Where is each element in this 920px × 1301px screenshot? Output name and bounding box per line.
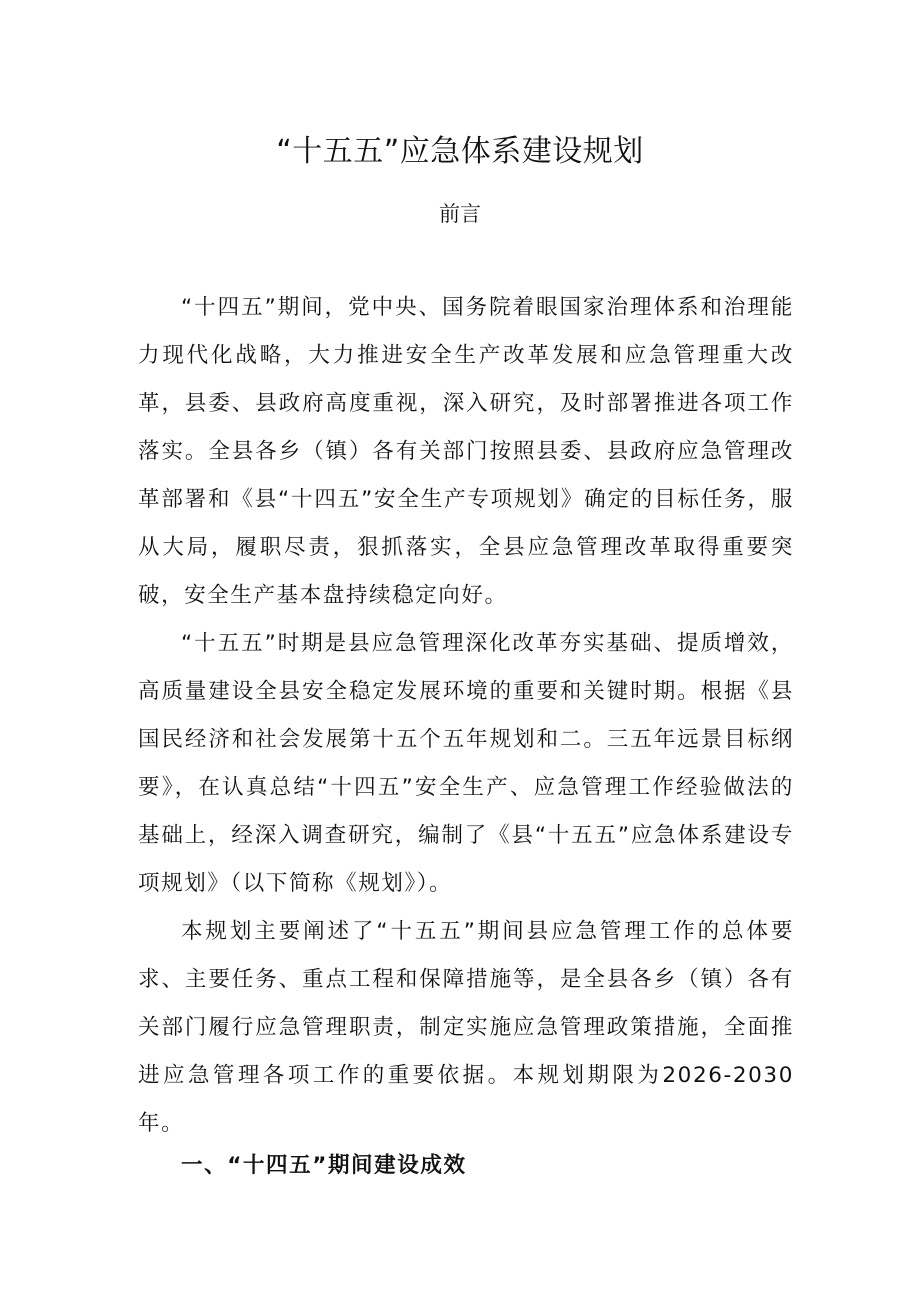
paragraph-3: 本规划主要阐述了“十五五”期间县应急管理工作的总体要求、主要任务、重点工程和保障措施等，是全县各乡（镇）各有关部门履行应急管理职责，制定实施应急管理政策措施，全面推进应急管理各项工作的重要依据。本规划期限为2026-2030年。 xyxy=(138,919,794,1136)
paragraph-1: “十四五”期间，党中央、国务院着眼国家治理体系和治理能力现代化战略，大力推进安全生产改革发展和应急管理重大改革，县委、县政府高度重视，深入研究，及时部署推进各项工作落实。全县各乡（镇）各有关部门按照县委、县政府应急管理改革部署和《县“十四五”安全生产专项规划》确定的目标任务，服从大局，履职尽责，狠抓落实，全县应急管理改革取得重要突破，安全生产基本盘持续稳定向好。 xyxy=(138,295,794,608)
section-heading: 一、“十四五”期间建设成效 xyxy=(181,1153,467,1178)
preface-body xyxy=(138,284,794,1148)
preface-heading: 前言 xyxy=(439,202,481,226)
document-title: “十五五”应急体系建设规划 xyxy=(276,134,644,169)
paragraph-2: “十五五”时期是县应急管理深化改革夯实基础、提质增效，高质量建设全县安全稳定发展环境的重要和关键时期。根据《县国民经济和社会发展第十五个五年规划和二。三五年远景目标纲要》，在认真总结“十四五”安全生产、应急管理工作经验做法的基础上，经深入调查研究，编制了《县“十五五”应急体系建设专项规划》（以下简称《规划》）。 xyxy=(138,631,794,896)
